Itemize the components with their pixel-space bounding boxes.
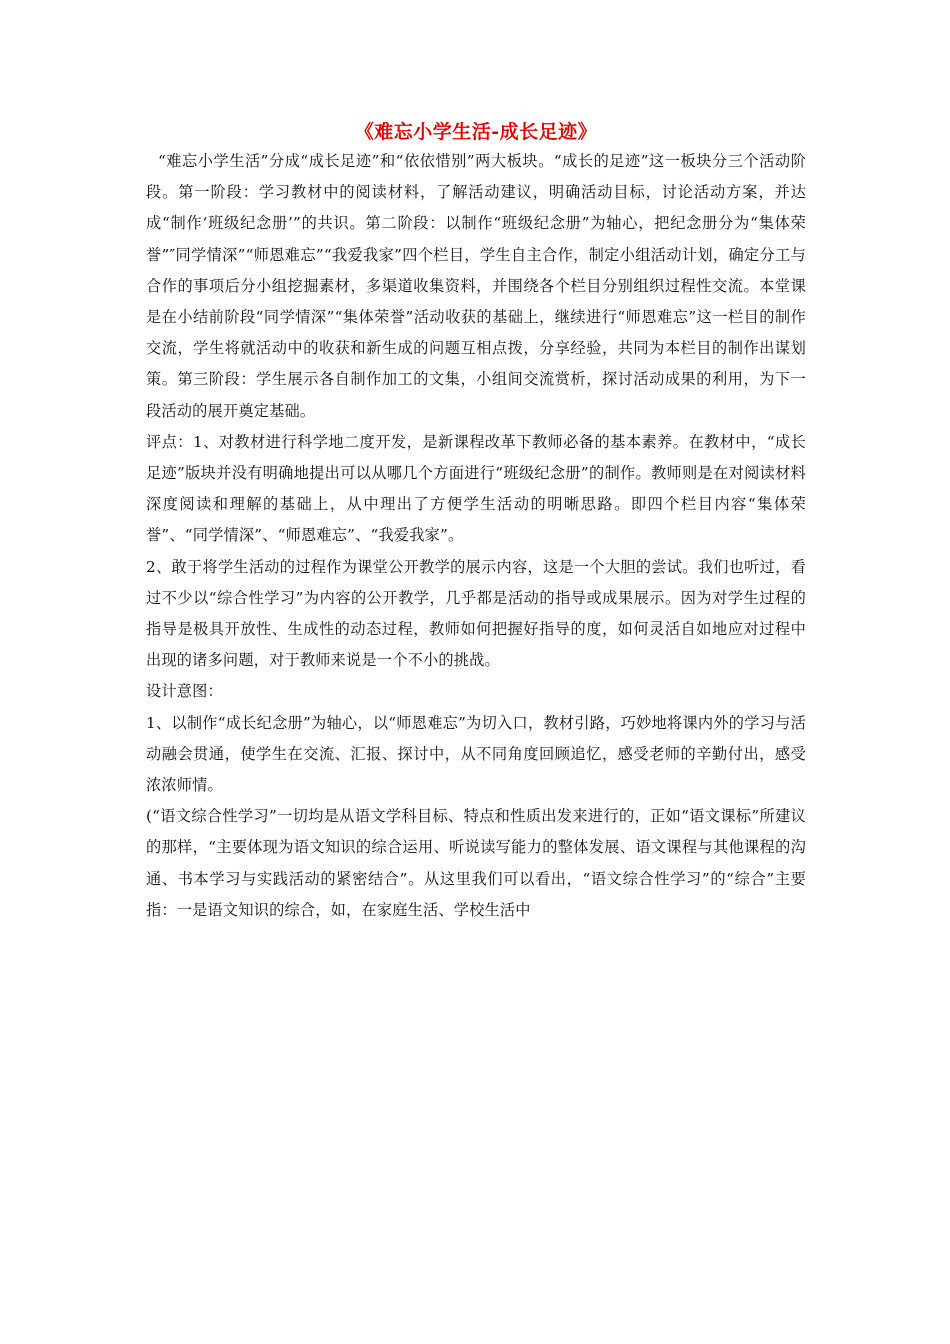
paragraph-design-heading: 设计意图：	[146, 682, 223, 701]
document-page	[146, 118, 806, 926]
paragraph-overview: “难忘小学生活”分成“成长足迹”和“依依惜别”两大板块。“成长的足迹”这一板块分三个活动阶段。第一阶段：学习教材中的阅读材料，了解活动建议，明确活动目标，讨论活动方案，并达成“制作‘班级纪念册’”的共识。第二阶段：以制作“班级纪念册”为轴心，把纪念册分为“集体荣誉”″同学情深”“师恩难忘”“我爱我家”四个栏目，学生自主合作，制定小组活动计划，确定分工与合作的事项后分小组挖掘素材，多渠道收集资料，并围绕各个栏目分别组织过程性交流。本堂课是在小结前阶段“同学情深”“集体荣誉”活动收获的基础上，继续进行“师恩难忘”这一栏目的制作交流，学生将就活动中的收获和新生成的问题互相点拨，分享经验，共同为本栏目的制作出谋划策。第三阶段：学生展示各自制作加工的文集，小组间交流赏析，探讨活动成果的利用，为下一段活动的展开奠定基础。	[146, 152, 806, 420]
paragraph-design-note: (“语文综合性学习”一切均是从语文学科目标、特点和性质出发来进行的，正如“语文课标”所建议的那样，“主要体现为语文知识的综合运用、听说读写能力的整体发展、语文课程与其他课程的沟通、书本学习与实践活动的紧密结合”。从这里我们可以看出，“语文综合性学习”的“综合”主要指：一是语文知识的综合，如，在家庭生活、学校生活中	[146, 807, 806, 919]
paragraph-comment-1: 评点：1、对教材进行科学地二度开发，是新课程改革下教师必备的基本素养。在教材中，“成长足迹”版块并没有明确地提出可以从哪几个方面进行“班级纪念册”的制作。教师则是在对阅读材料深度阅读和理解的基础上，从中理出了方便学生活动的明晰思路。即四个栏目内容“集体荣誉”、“同学情深”、“师恩难忘”、“我爱我家”。	[146, 432, 806, 545]
paragraph-design-1: 1、以制作“成长纪念册”为轴心，以“师恩难忘”为切入口，教材引路，巧妙地将课内外的学习与活动融会贯通，使学生在交流、汇报、探讨中，从不同角度回顾追忆，感受老师的辛勤付出，感受浓浓师情。	[146, 713, 806, 795]
document-title: 《难忘小学生活-成长足迹》	[354, 121, 598, 143]
paragraph-comment-2: 2、敢于将学生活动的过程作为课堂公开教学的展示内容，这是一个大胆的尝试。我们也听过，看过不少以“综合性学习”为内容的公开教学，几乎都是活动的指导或成果展示。因为对学生过程的指导是极具开放性、生成性的动态过程，教师如何把握好指导的度，如何灵活自如地应对过程中出现的诸多问题，对于教师来说是一个不小的挑战。	[146, 557, 806, 670]
